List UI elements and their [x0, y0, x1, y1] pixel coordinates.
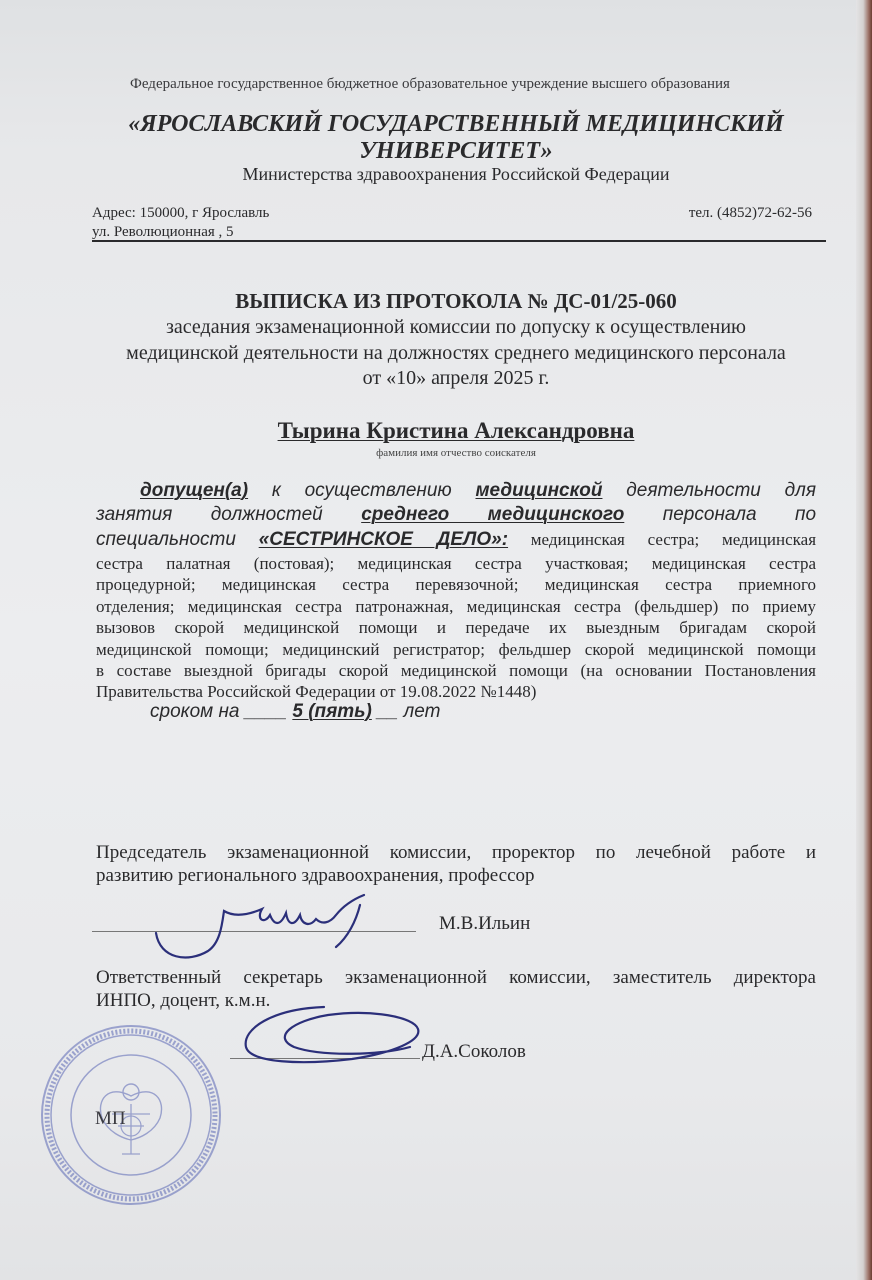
ministry: Министерства здравоохранения Российской Федерации — [242, 164, 670, 184]
candidate-name: Тырина Кристина Александровна — [277, 418, 635, 443]
positions-line-7: Правительства Российской Федерации от 19.08.2022 №1448) — [96, 682, 537, 702]
positions-line-0: медицинская сестра; медицинская — [530, 530, 817, 549]
positions-line-4: вызовов скорой медицинской помощи и передаче их выездным бригадам скорой — [96, 618, 816, 638]
candidate-name-caption: фамилия имя отчество соискателя — [376, 447, 536, 459]
meeting-date: от «10» апреля 2025 г. — [362, 367, 550, 389]
header-divider — [92, 240, 826, 242]
specialty-name: «СЕСТРИНСКОЕ ДЕЛО»: — [258, 529, 509, 550]
secretary-title: Ответственный секретарь экзаменационной комиссии, заместитель директора ИНПО, доцент, к.м.н. — [96, 967, 816, 1011]
document-title: ВЫПИСКА ИЗ ПРОТОКОЛА № ДС-01/25-060 — [235, 289, 677, 313]
positions-line-2: процедурной; медицинская сестра перевязочной; медицинская сестра приемного — [96, 575, 816, 595]
university-name-line1: «ЯРОСЛАВСКИЙ ГОСУДАРСТВЕННЫЙ МЕДИЦИНСКИЙ — [128, 111, 784, 137]
secretary-signature — [232, 1003, 432, 1073]
positions-list — [96, 553, 816, 703]
decision-paragraph: допущен(а) к осуществлению медицинской деятельности для занятия должностей среднего медицинского персонала по — [96, 480, 817, 525]
term-line: сроком на ____ 5 (пять) __ лет — [150, 701, 441, 722]
chairman-title: Председатель экзаменационной комиссии, проректор по лечебной работе и развитию регионального здравоохранения, профессор — [96, 842, 816, 886]
chairman-name: М.В.Ильин — [439, 913, 531, 934]
secondary-medical-word: среднего медицинского — [361, 504, 625, 525]
positions-line-1: сестра палатная (постовая); медицинская сестра участковая; медицинская сестра — [96, 554, 816, 573]
term-value: 5 (пять) — [292, 701, 372, 722]
admitted-word: допущен(а) — [140, 480, 249, 501]
institution-type: Федеральное государственное бюджетное образовательное учреждение высшего образования — [130, 76, 730, 92]
stamp-place-mark: МП — [95, 1108, 126, 1129]
chairman-signature — [150, 885, 400, 965]
university-name-line2: УНИВЕРСИТЕТ» — [359, 138, 553, 164]
page-edge — [856, 0, 872, 1280]
specialty-line: специальности «СЕСТРИНСКОЕ ДЕЛО»: медицинская сестра; медицинская — [96, 529, 817, 550]
positions-line-6: в составе выездной бригады скорой медицинской помощи (на основании Постановления — [96, 661, 816, 681]
address-line2: ул. Революционная , 5 — [92, 224, 234, 240]
address-line1: Адрес: 150000, г Ярославль — [92, 205, 270, 221]
document-subtitle-line2: медицинской деятельности на должностях среднего медицинского персонала — [126, 342, 786, 364]
secretary-name: Д.А.Соколов — [422, 1041, 526, 1062]
document-subtitle-line1: заседания экзаменационной комиссии по допуску к осуществлению — [166, 316, 746, 338]
official-stamp — [38, 1022, 224, 1208]
phone: тел. (4852)72-62-56 — [688, 205, 812, 221]
positions-line-3: отделения; медицинская сестра патронажная, медицинская сестра (фельдшер) по приему — [96, 596, 816, 616]
positions-line-5: медицинской помощи; медицинский регистратор; фельдшер скорой медицинской помощи — [96, 639, 816, 659]
medical-word: медицинской — [475, 480, 603, 501]
